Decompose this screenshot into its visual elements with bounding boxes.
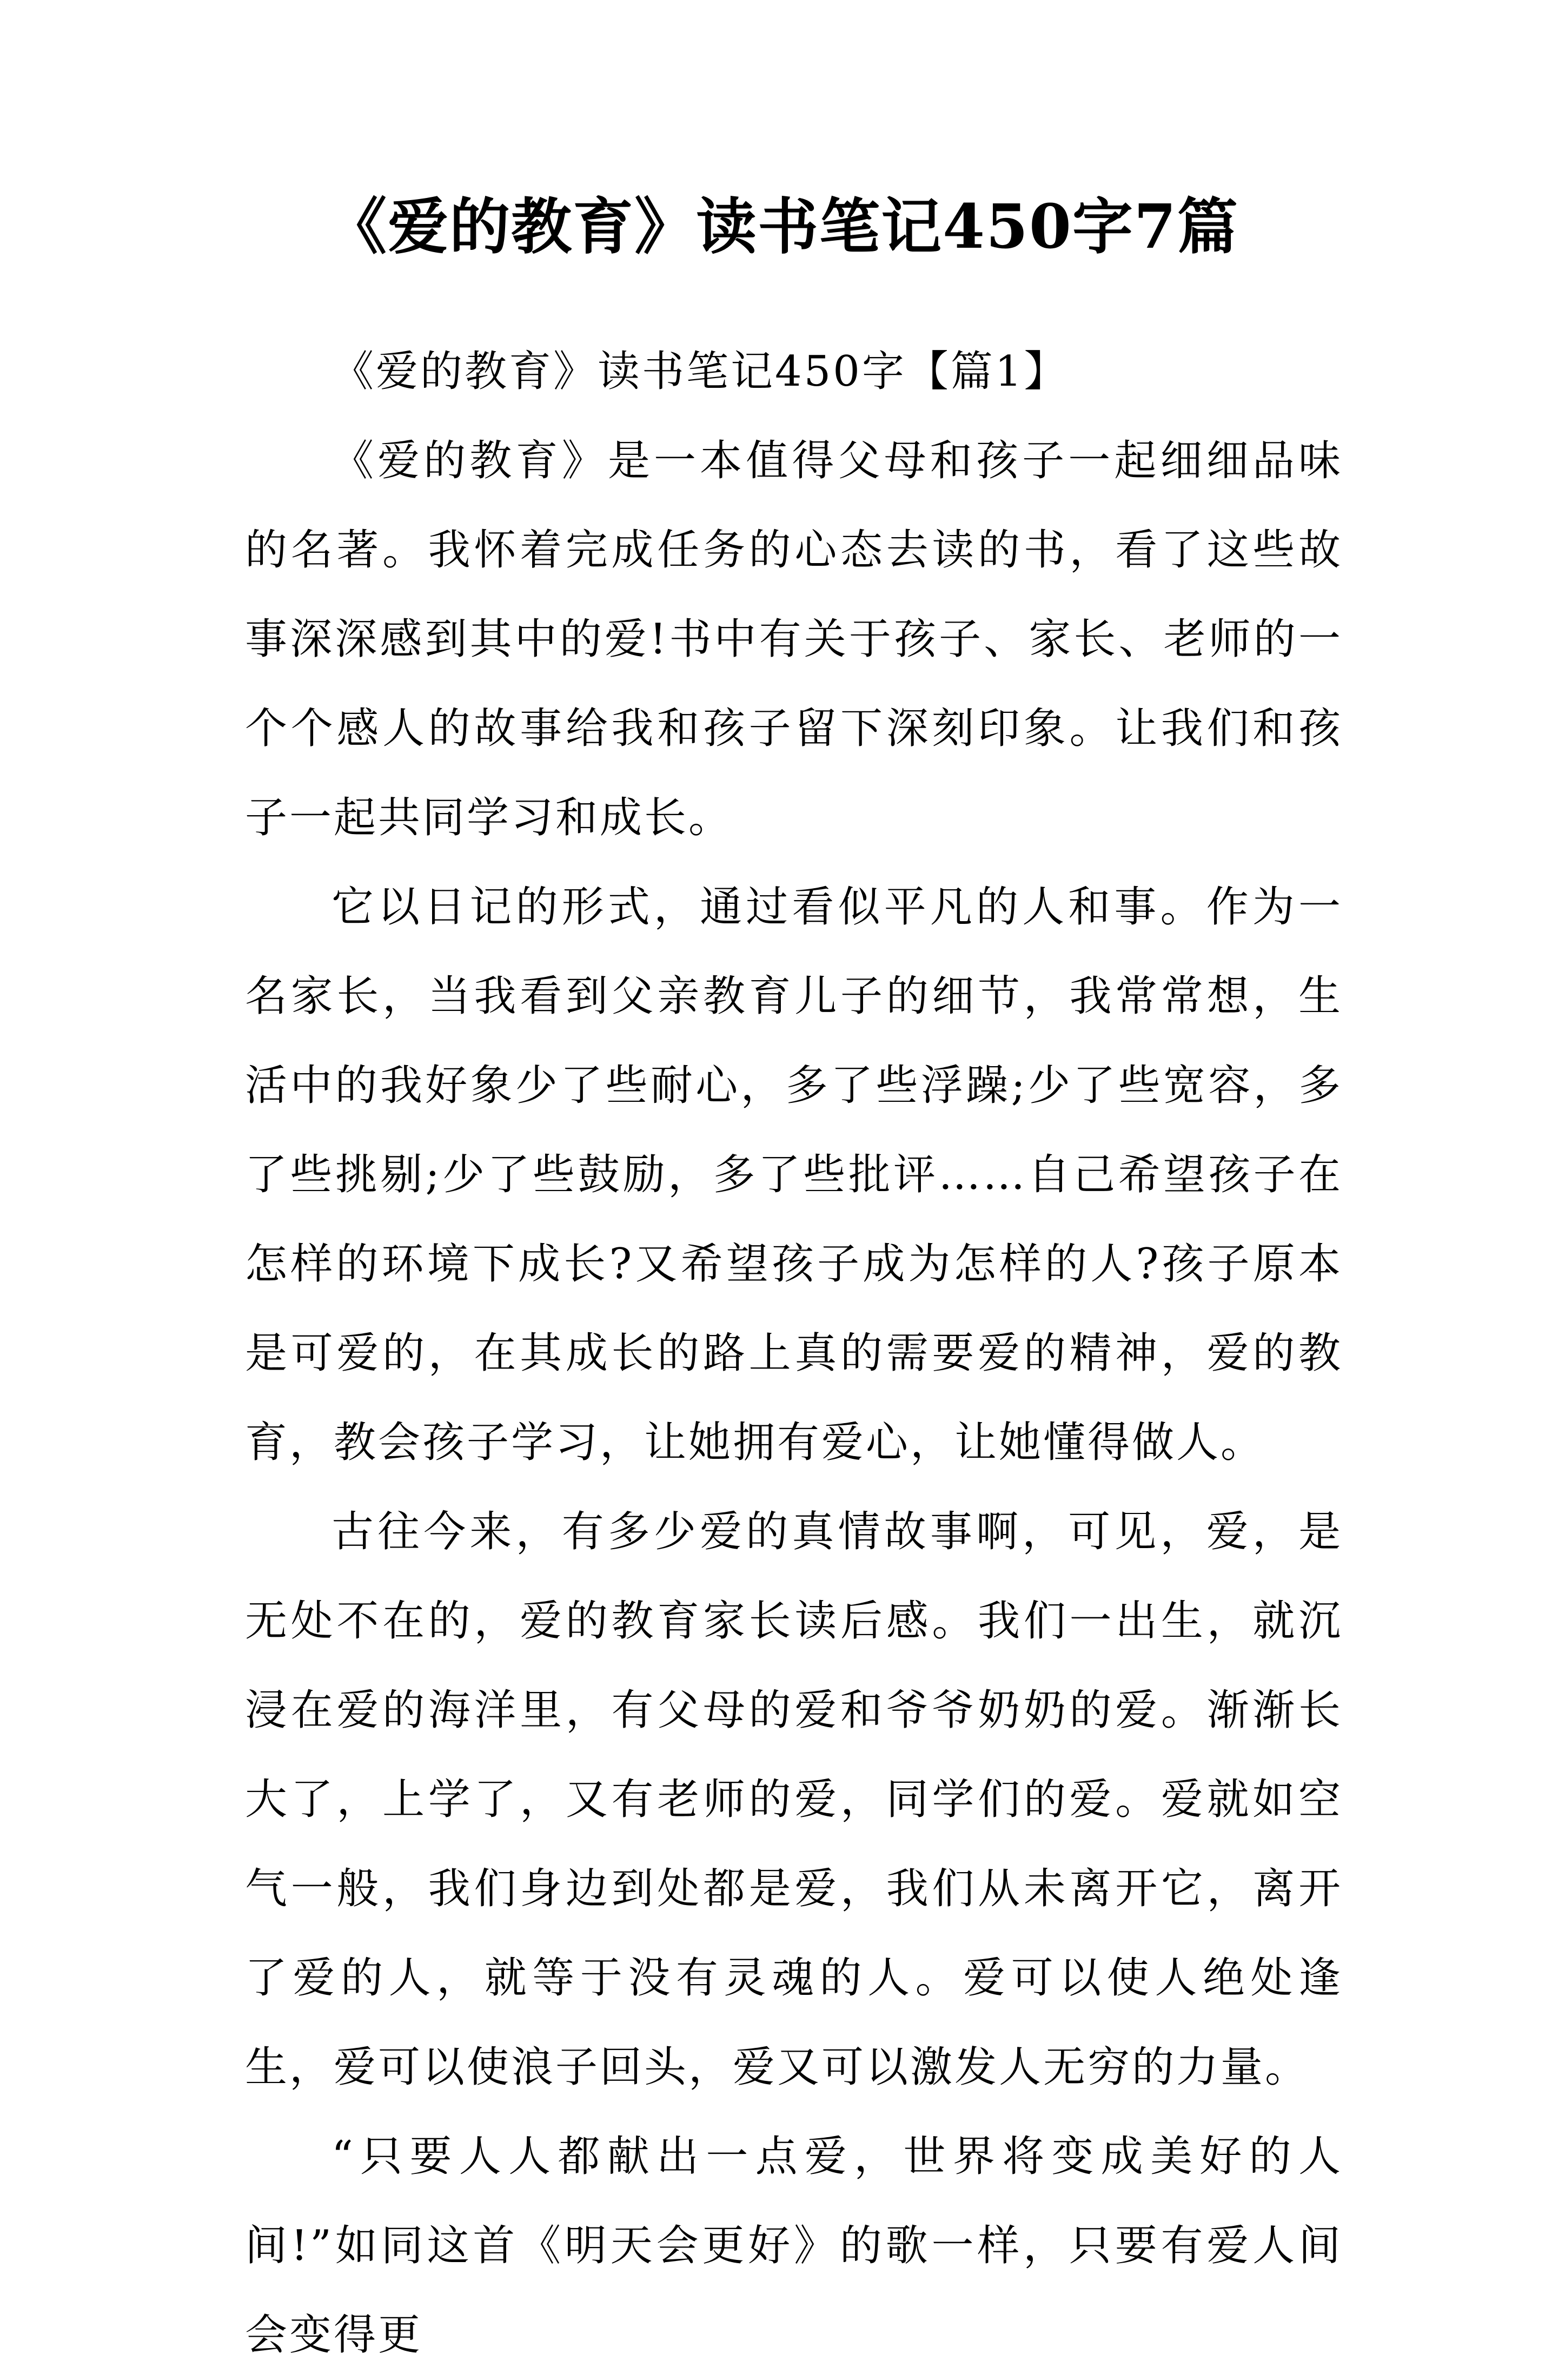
section-heading: 《爱的教育》读书笔记450字【篇1】 <box>331 347 1069 396</box>
paragraph-3: 古往今来，有多少爱的真情故事啊，可见，爱，是无处不在的，爱的教育家长读后感。我们一出生，就沉浸在爱的海洋里，有父母的爱和爷爷奶奶的爱。渐渐长大了，上学了，又有老师的爱，同学们的爱。爱就如空气一般，我们身边到处都是爱，我们从未离开它，离开了爱的人，就等于没有灵魂的人。爱可以使人绝处逢生，爱可以使浪子回头，爱又可以激发人无穷的力量。 <box>245 1508 1343 2092</box>
paragraph-2: 它以日记的形式，通过看似平凡的人和事。作为一名家长，当我看到父亲教育儿子的细节，我常常想，生活中的我好象少了些耐心，多了些浮躁;少了些宽容，多了些挑剔;少了些鼓励，多了些批评……自己希望孩子在怎样的环境下成长?又希望孩子成为怎样的人?孩子原本是可爱的，在其成长的路上真的需要爱的精神，爱的教育，教会孩子学习，让她拥有爱心，让她懂得做人。 <box>245 883 1343 1467</box>
document-body <box>245 327 1343 2380</box>
document-title: 《爱的教育》读书笔记450字7篇 <box>326 191 1239 262</box>
paragraph-1: 《爱的教育》是一本值得父母和孩子一起细细品味的名著。我怀着完成任务的心态去读的书，看了这些故事深深感到其中的爱!书中有关于孩子、家长、老师的一个个感人的故事给我和孩子留下深刻印象。让我们和孩子一起共同学习和成长。 <box>245 437 1343 842</box>
paragraph-4: “只要人人都献出一点爱，世界将变成美好的人间!”如同这首《明天会更好》的歌一样，只要有爱人间会变得更 <box>245 2132 1343 2359</box>
